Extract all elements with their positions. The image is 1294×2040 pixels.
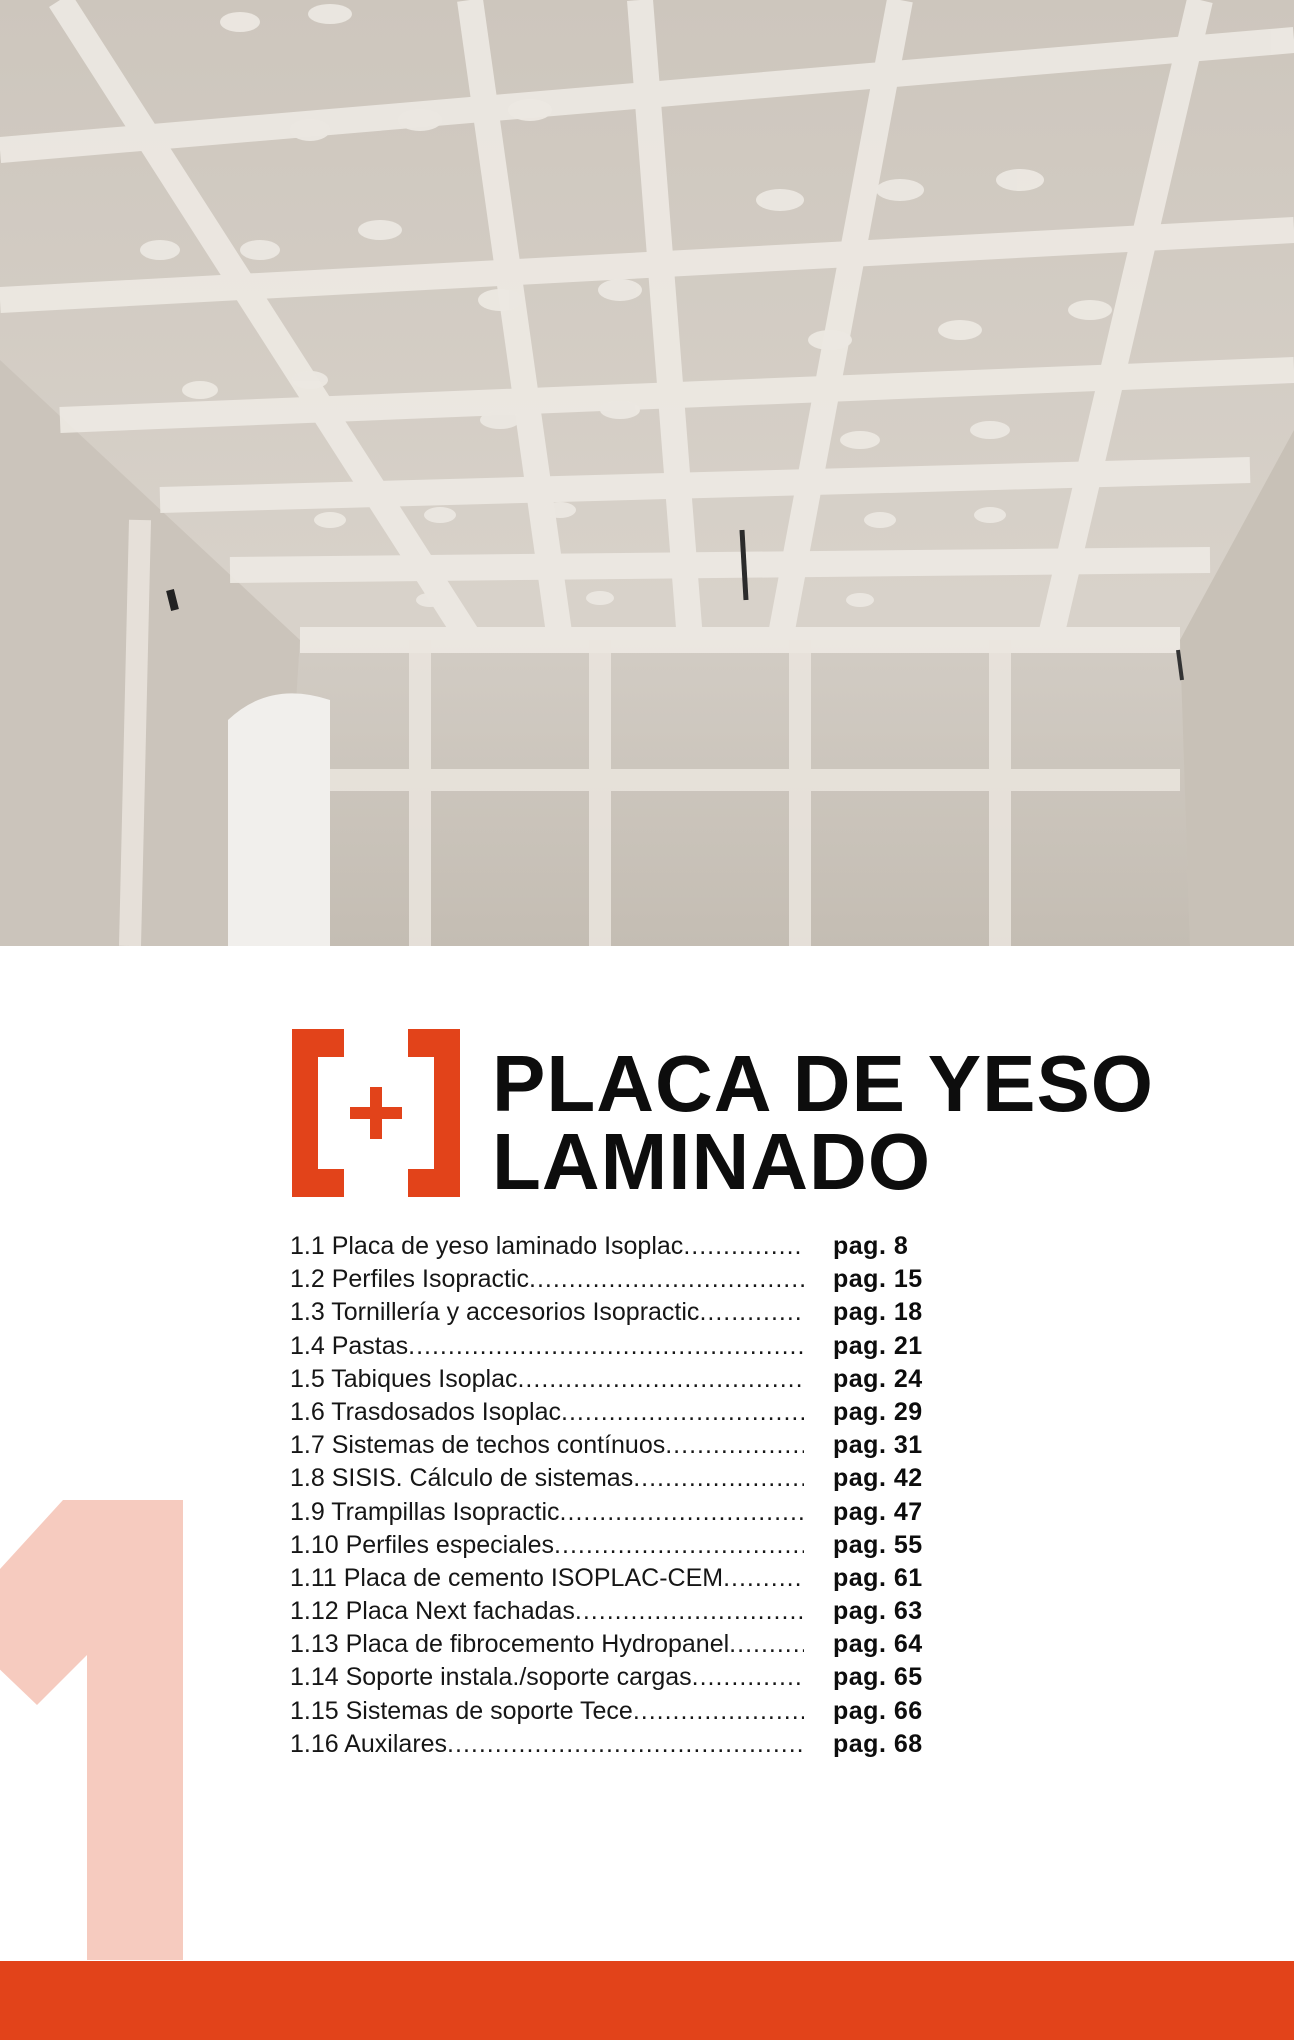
chapter-number-glyph bbox=[0, 1500, 183, 1960]
toc-item-page: pag. 29 bbox=[833, 1397, 923, 1426]
toc-item-page: pag. 31 bbox=[833, 1431, 923, 1460]
toc-item[interactable] bbox=[290, 1529, 1010, 1562]
toc-item[interactable] bbox=[290, 1429, 1010, 1462]
toc-item-label: 1.12 Placa Next fachadas ..... bbox=[290, 1595, 804, 1628]
toc-item[interactable] bbox=[290, 1462, 1010, 1495]
toc-item[interactable] bbox=[290, 1628, 1010, 1661]
toc-item[interactable] bbox=[290, 1728, 1010, 1761]
page-title bbox=[492, 1039, 1252, 1206]
toc-item-page: pag. 68 bbox=[833, 1729, 923, 1758]
toc-item-page: pag. 42 bbox=[833, 1464, 923, 1493]
toc-item[interactable] bbox=[290, 1695, 1010, 1728]
toc-item-page: pag. 18 bbox=[833, 1298, 923, 1327]
toc-item-label: 1.10 Perfiles especiales ..... bbox=[290, 1529, 804, 1562]
toc-item-label: 1.4 Pastas ..... bbox=[290, 1330, 804, 1363]
toc-item-label: 1.14 Soporte instala./soporte cargas ..... bbox=[290, 1661, 804, 1694]
toc-item[interactable] bbox=[290, 1263, 1010, 1296]
toc-item[interactable] bbox=[290, 1396, 1010, 1429]
toc-item-label: 1.11 Placa de cemento ISOPLAC-CEM ..... bbox=[290, 1562, 804, 1595]
construction-photo-icon bbox=[0, 0, 1294, 946]
toc-item[interactable] bbox=[290, 1363, 1010, 1396]
toc-item-page: pag. 55 bbox=[833, 1530, 923, 1559]
toc-item-label: 1.9 Trampillas Isopractic ..... bbox=[290, 1496, 804, 1529]
toc-item[interactable] bbox=[290, 1562, 1010, 1595]
chapter-number bbox=[0, 1500, 210, 1960]
toc-item[interactable] bbox=[290, 1296, 1010, 1329]
toc-item-label: 1.13 Placa de fibrocemento Hydropanel ..... bbox=[290, 1628, 804, 1661]
toc-item-page: pag. 8 bbox=[833, 1232, 909, 1260]
toc-item-label: 1.6 Trasdosados Isoplac ..... bbox=[290, 1396, 804, 1429]
toc-item-label: 1.3 Tornillería y accesorios Isopractic ..... bbox=[290, 1296, 804, 1329]
toc-item-page: pag. 47 bbox=[833, 1497, 923, 1526]
toc-item-label: 1.2 Perfiles Isopractic ..... bbox=[290, 1263, 804, 1296]
toc-item[interactable] bbox=[290, 1496, 1010, 1529]
toc-item-page: pag. 64 bbox=[833, 1630, 923, 1659]
toc-item-page: pag. 21 bbox=[833, 1331, 923, 1360]
footer-band bbox=[0, 1961, 1294, 2040]
toc-item-label: 1.1 Placa de yeso laminado Isoplac ..... bbox=[290, 1230, 804, 1263]
toc-item-label: 1.15 Sistemas de soporte Tece ..... bbox=[290, 1695, 804, 1728]
table-of-contents bbox=[290, 1230, 1010, 1761]
toc-item-page: pag. 15 bbox=[833, 1265, 923, 1294]
toc-item-page: pag. 24 bbox=[833, 1364, 923, 1393]
toc-item[interactable] bbox=[290, 1230, 1010, 1263]
toc-item[interactable] bbox=[290, 1661, 1010, 1694]
bracket-plus-logo-icon bbox=[292, 1029, 460, 1197]
toc-item-label: 1.7 Sistemas de techos contínuos ..... bbox=[290, 1429, 804, 1462]
toc-item[interactable] bbox=[290, 1330, 1010, 1363]
toc-item-page: pag. 65 bbox=[833, 1663, 923, 1692]
toc-item-label: 1.8 SISIS. Cálculo de sistemas ..... bbox=[290, 1462, 804, 1495]
toc-item-page: pag. 61 bbox=[833, 1563, 923, 1592]
toc-item-label: 1.5 Tabiques Isoplac ..... bbox=[290, 1363, 804, 1396]
title-line-2: LAMINADO bbox=[492, 1117, 932, 1206]
toc-item[interactable] bbox=[290, 1595, 1010, 1628]
toc-item-label: 1.16 Auxilares ..... bbox=[290, 1728, 804, 1761]
toc-item-page: pag. 63 bbox=[833, 1597, 923, 1626]
title-line-1: PLACA DE YESO bbox=[492, 1039, 1155, 1128]
hero-photo bbox=[0, 0, 1294, 946]
toc-item-page: pag. 66 bbox=[833, 1696, 923, 1725]
